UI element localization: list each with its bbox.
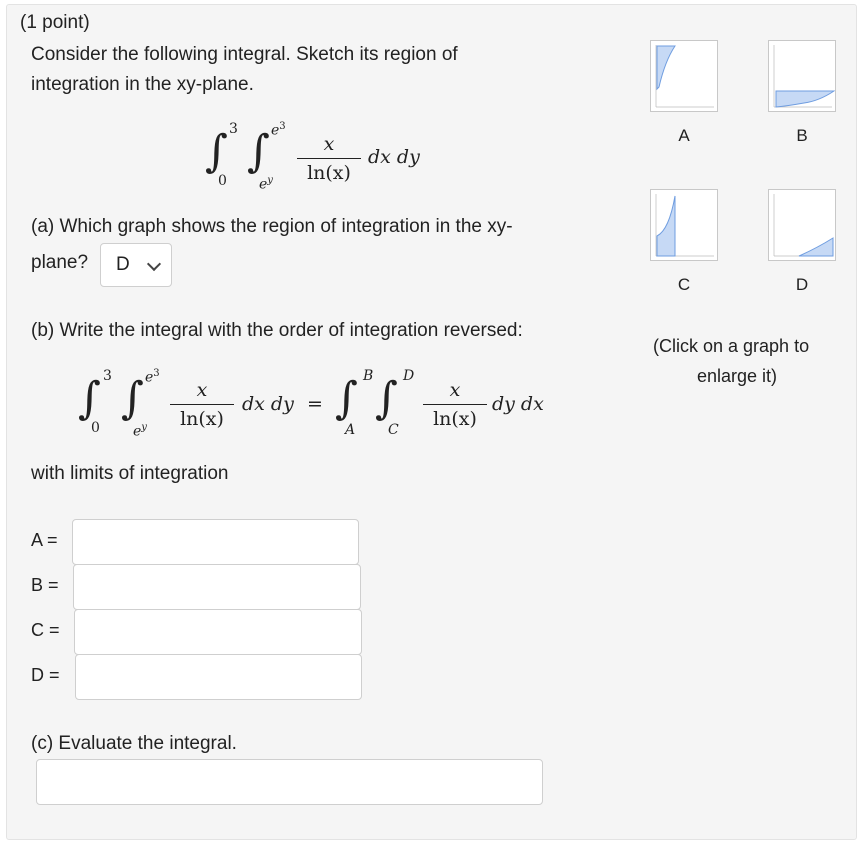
lhs-inner-upper-exp: 3 <box>153 368 160 379</box>
inner-upper-exp: 3 <box>279 121 286 132</box>
part-c-prompt: (c) Evaluate the integral. <box>31 733 237 754</box>
part-a-line-2: plane? <box>31 252 89 273</box>
graph-hint-line-2: enlarge it) <box>697 366 778 386</box>
rhs-inner-upper-limit: D <box>403 368 415 384</box>
lhs-inner-upper-limit: $e^3$ <box>145 368 160 386</box>
rhs-outer-integral-sign: ∫ <box>335 373 358 424</box>
limit-a-label: A = <box>31 530 58 550</box>
graph-d-label: D <box>795 275 809 294</box>
lhs-inner-integral-sign: ∫ <box>121 373 144 424</box>
limit-d-input[interactable] <box>75 654 362 700</box>
graph-c-thumbnail[interactable] <box>650 189 718 261</box>
rhs-integrand-fraction <box>423 378 487 431</box>
outer-lower-limit: 0 <box>218 173 227 189</box>
rhs-outer-lower-limit: A <box>345 422 356 438</box>
graph-b-label: B <box>796 126 808 145</box>
inner-lower-limit: $e^y$ <box>259 175 273 193</box>
lhs-numerator: x <box>196 379 208 401</box>
lhs-inner-lower-exp: y <box>141 422 147 433</box>
graph-select-value: D <box>116 254 130 275</box>
integral-differentials: dx dy <box>368 146 420 168</box>
inner-lower-exp: y <box>267 175 273 186</box>
outer-integral-sign: ∫ <box>205 126 228 177</box>
rhs-differentials: dy dx <box>492 393 544 415</box>
graph-c-label: C <box>677 275 691 294</box>
part-b-prompt: (b) Write the integral with the order of integration reversed: <box>31 320 523 341</box>
rhs-outer-upper-limit: B <box>363 368 374 384</box>
evaluate-answer-input[interactable] <box>36 759 543 805</box>
limit-a-input[interactable] <box>72 519 359 565</box>
graph-d-thumbnail[interactable] <box>768 189 836 261</box>
graph-b-thumbnail[interactable] <box>768 40 836 112</box>
points-label: (1 point) <box>20 12 90 33</box>
limit-b-label: B = <box>31 575 59 595</box>
graph-select-dropdown[interactable] <box>100 243 172 287</box>
graph-a-label: A <box>678 126 690 145</box>
graph-a-thumbnail[interactable] <box>650 40 718 112</box>
lhs-outer-upper-limit: 3 <box>103 368 112 384</box>
lhs-differentials: dx dy <box>242 393 294 415</box>
lhs-integrand-fraction <box>170 378 234 431</box>
rhs-inner-integral-sign: ∫ <box>375 373 398 424</box>
integrand-numerator: x <box>323 133 335 155</box>
intro-line-1: Consider the following integral. Sketch its region of <box>31 44 458 65</box>
lhs-inner-lower-limit: $e^y$ <box>133 422 147 440</box>
outer-upper-limit: 3 <box>229 121 238 137</box>
inner-upper-limit: $e^3$ <box>271 121 286 139</box>
limit-d-label: D = <box>31 665 60 685</box>
integrand-fraction <box>297 132 361 185</box>
part-a-line-1: (a) Which graph shows the region of integration in the xy- <box>31 216 513 237</box>
rhs-denominator: ln(x) <box>433 408 477 430</box>
chevron-down-icon <box>147 257 161 271</box>
inner-integral-sign: ∫ <box>247 126 270 177</box>
lhs-denominator: ln(x) <box>180 408 224 430</box>
limit-c-input[interactable] <box>74 609 362 655</box>
limit-b-input[interactable] <box>73 564 361 610</box>
integrand-denominator: ln(x) <box>307 162 351 184</box>
lhs-outer-lower-limit: 0 <box>91 420 100 436</box>
limit-c-label: C = <box>31 620 60 640</box>
rhs-numerator: x <box>449 379 461 401</box>
intro-line-2: integration in the xy-plane. <box>31 74 254 95</box>
limits-label: with limits of integration <box>31 463 229 484</box>
graph-hint-line-1: (Click on a graph to <box>653 336 810 356</box>
lhs-outer-integral-sign: ∫ <box>78 373 101 424</box>
rhs-inner-lower-limit: C <box>388 422 399 438</box>
equals-sign: = <box>307 393 323 415</box>
